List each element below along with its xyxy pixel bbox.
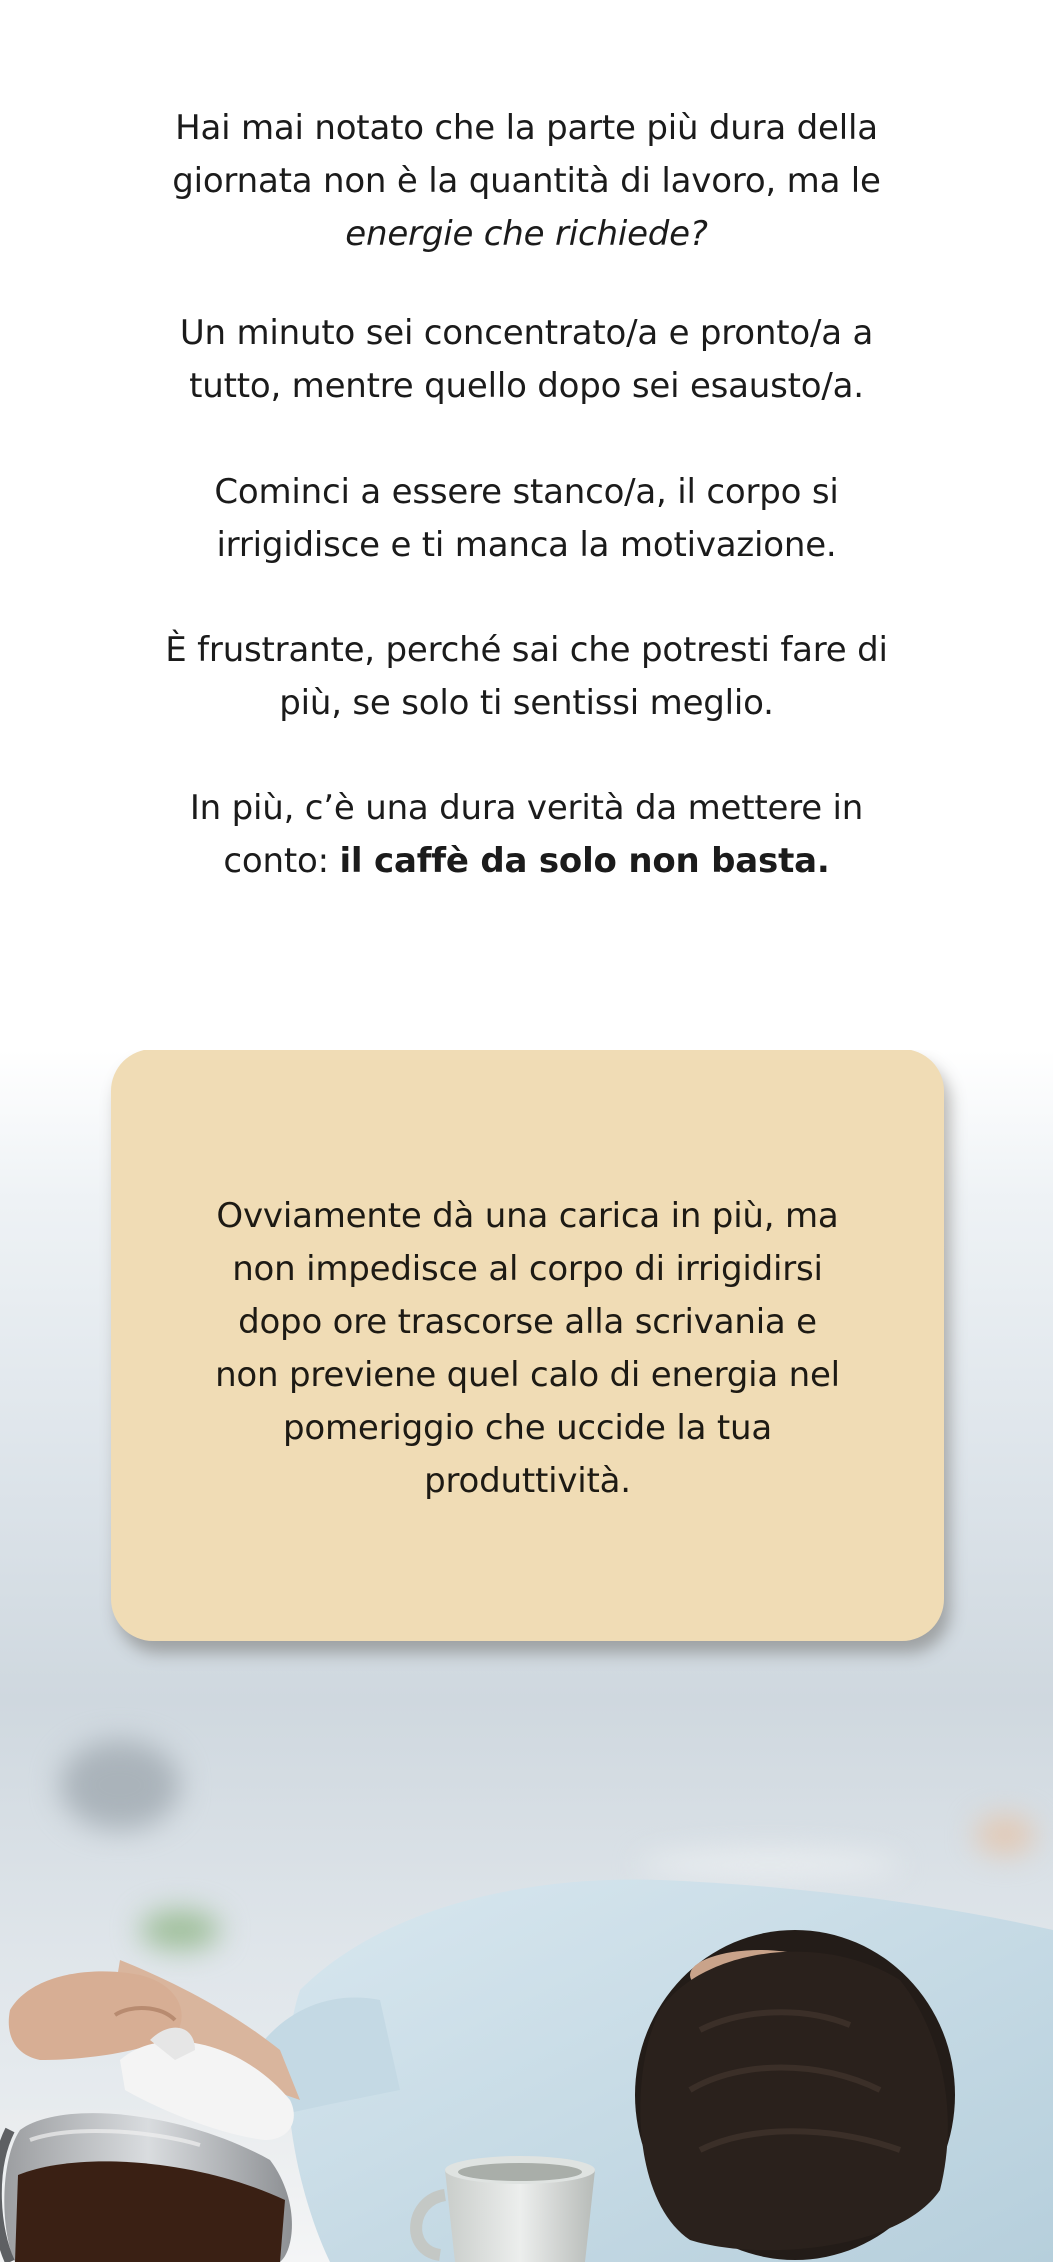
intro-text-5: In più, c’è una dura verità da mettere in conto:: [189, 788, 864, 881]
info-card-text: Ovviamente dà una carica in più, ma non impedisce al corpo di irrigidirsi dopo ore trascorse alla scrivania e non previene quel calo di energia nel pomeriggio che uccide la tua produttività.: [215, 1196, 840, 1501]
coffee-pot-icon: [0, 1971, 294, 2262]
intro-paragraph-1: [160, 102, 893, 261]
info-card: [111, 1050, 944, 1641]
intro-section: [0, 0, 1053, 1050]
background-photo: [0, 1050, 1053, 2262]
intro-paragraph-2: Un minuto sei concentrato/a e pronto/a a tutto, mentre quello dopo sei esausto/a.: [179, 313, 874, 406]
intro-text-1: Hai mai notato che la parte più dura della giornata non è la quantità di lavoro, ma le: [172, 108, 881, 201]
intro-paragraph-5: [160, 782, 893, 888]
intro-paragraph-4: È frustrante, perché sai che potresti fare di più, se solo ti sentissi meglio.: [165, 630, 888, 723]
intro-paragraph-3: Cominci a essere stanco/a, il corpo si irrigidisce e ti manca la motivazione.: [214, 472, 839, 565]
intro-bold-statement: il caffè da solo non basta.: [339, 841, 830, 881]
intro-emphasis: energie che richiede?: [345, 214, 708, 254]
